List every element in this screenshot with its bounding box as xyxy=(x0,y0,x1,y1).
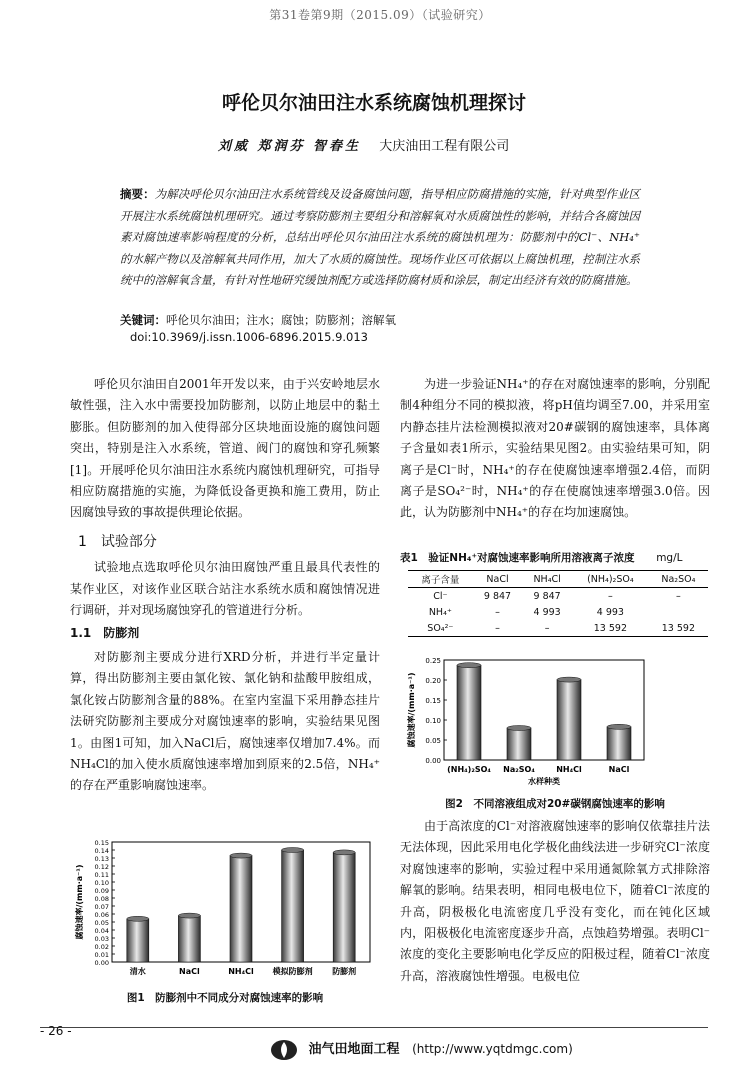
right-paragraph-2: 由于高浓度的Cl⁻对溶液腐蚀速率的影响仅依靠挂片法无法体现，因此采用电化学极化曲线法进一步研究Cl⁻浓度对腐蚀速率的影响，实验过程中采用通氮除氧方式排除溶解氧的影响。结果表明，相同电极电位下，随着Cl⁻浓度的升高，阴极极化电流密度几乎没有变化，而在钝化区域内，阳极极化电流密度逐步升高，点蚀趋势增强。表明Cl⁻浓度的变化主要影响电化学反应的阳极过程，随着Cl⁻浓度升高，溶液腐蚀性增强。电极电位 xyxy=(400,819,710,983)
left-column-top xyxy=(70,374,380,797)
x-tick-label: Na₂SO₄ xyxy=(503,765,535,774)
section-1-1-heading: 1.1 防膨剂 xyxy=(70,626,140,641)
figure-1-caption: 图1 防膨剂中不同成分对腐蚀速率的影响 xyxy=(126,992,324,1004)
bar xyxy=(178,916,200,962)
table-cell: 13 592 xyxy=(593,622,627,634)
y-tick-label: 0.06 xyxy=(94,911,109,919)
x-tick-label: 防膨剂 xyxy=(332,967,357,976)
keywords-label: 关键词： xyxy=(120,313,166,327)
bar-cap xyxy=(230,853,252,858)
journal-logo-icon xyxy=(270,1039,298,1061)
x-tick-label: 模拟防膨剂 xyxy=(272,967,313,976)
table-row xyxy=(408,604,708,620)
table-cell: 4 993 xyxy=(533,606,561,618)
ion-concentration-table xyxy=(408,570,708,637)
keywords xyxy=(120,310,640,330)
bar xyxy=(607,727,631,760)
table-header-cell: (NH₄)₂SO₄ xyxy=(587,573,634,585)
y-tick-label: 0.04 xyxy=(94,927,109,935)
table-cell: 4 993 xyxy=(596,606,624,618)
bar xyxy=(507,728,531,760)
bar xyxy=(557,680,581,760)
table-cell: – xyxy=(544,622,550,634)
y-tick-label: 0.15 xyxy=(94,839,109,847)
bar-cap xyxy=(333,850,355,855)
y-tick-label: 0.07 xyxy=(94,903,109,911)
author-affiliation: 大庆油田工程有限公司 xyxy=(379,139,510,154)
y-axis-label: 腐蚀速率/(mm·a⁻¹) xyxy=(407,672,416,748)
y-tick-label: 0.13 xyxy=(94,855,109,863)
bar-cap xyxy=(507,726,531,731)
bar xyxy=(282,850,304,962)
y-tick-label: 0.03 xyxy=(94,935,109,943)
table-row xyxy=(408,620,708,637)
table-cell: Cl⁻ xyxy=(433,590,448,602)
y-tick-label: 0.25 xyxy=(425,657,441,665)
table-cell: – xyxy=(608,590,613,602)
author-names: 刘威 郑润芬 智春生 xyxy=(218,139,362,154)
footer-rule xyxy=(40,1027,708,1028)
y-tick-label: 0.01 xyxy=(94,951,109,959)
y-tick-label: 0.12 xyxy=(94,863,109,871)
bar-cap xyxy=(607,724,631,729)
table-row xyxy=(408,588,708,605)
abstract-label: 摘要： xyxy=(120,187,155,201)
table-cell: 9 847 xyxy=(483,590,512,602)
table-header-cell: Na₂SO₄ xyxy=(661,573,696,585)
table-header-cell: NaCl xyxy=(486,573,509,585)
bar-cap xyxy=(282,848,304,853)
y-tick-label: 0.02 xyxy=(94,943,109,951)
y-tick-label: 0.00 xyxy=(94,959,109,967)
right-paragraph-1: 为进一步验证NH₄⁺的存在对腐蚀速率的影响，分别配制4种组分不同的模拟液，将pH值均调至7.00，并采用室内静态挂片法检测模拟液对20#碳钢的腐蚀速率，具体离子含量如表1所示，实验结果见图2。由实验结果可知，阴离子是Cl⁻时，NH₄⁺的存在使腐蚀速率增强2.4倍，而阴离子是SO₄²⁻时，NH₄⁺的存在使腐蚀速率增强3.0倍。因此，认为防膨剂中NH₄⁺的存在均加速腐蚀。 xyxy=(400,377,710,520)
doi: doi:10.3969/j.issn.1006-6896.2015.9.013 xyxy=(130,330,368,344)
abstract-text: 为解决呼伦贝尔油田注水系统管线及设备腐蚀问题，指导相应防腐措施的实施，针对典型作业区开展注水系统腐蚀机理研究。通过考察防膨剂主要组分和溶解氧对水质腐蚀性的影响，并结合各腐蚀因素对腐蚀速率影响程度的分析，总结出呼伦贝尔油田注水系统的腐蚀机理为：防膨剂中的Cl⁻、NH₄⁺的水解产物以及溶解氧共同作用，加大了水质的腐蚀性。现场作业区可依据以上腐蚀机理，控制注水系统中的溶解氧含量，有针对性地研究缓蚀剂配方或选择防腐材质和涂层，制定出经济有效的防腐措施。 xyxy=(120,187,640,287)
x-tick-label: 清水 xyxy=(129,967,146,976)
right-column-top xyxy=(400,374,710,524)
y-tick-label: 0.05 xyxy=(94,919,109,927)
table-header-cell: 离子含量 xyxy=(421,575,460,586)
table-header-cell: NH₄Cl xyxy=(533,573,561,585)
x-tick-label: NH₄Cl xyxy=(556,765,582,774)
keywords-text: 呼伦贝尔油田；注水；腐蚀；防膨剂；溶解氧 xyxy=(166,313,396,327)
section-1-paragraph: 试验地点选取呼伦贝尔油田腐蚀严重且最具代表性的某作业区，对该作业区联合站注水系统水质和腐蚀情况进行调研，并对现场腐蚀穿孔的管道进行分析。 xyxy=(70,560,380,618)
journal-footer xyxy=(270,1038,573,1061)
bar-cap xyxy=(178,913,200,918)
running-head: 第31卷第9期（2015.09）（试验研究） xyxy=(269,8,491,22)
table-cell: – xyxy=(495,622,500,634)
table-1-caption xyxy=(400,550,710,565)
table-cell: – xyxy=(495,606,500,618)
x-tick-label: NaCl xyxy=(608,765,630,774)
figure-2-chart xyxy=(400,646,710,796)
table-cell: 13 592 xyxy=(661,622,696,634)
page-number: - 26 - xyxy=(40,1024,72,1038)
table-cell: SO₄²⁻ xyxy=(427,622,454,634)
section-1-heading: 1 试验部分 xyxy=(78,533,157,550)
x-tick-label: NaCl xyxy=(179,967,200,976)
y-axis-label: 腐蚀速率/(mm·a⁻¹) xyxy=(75,864,84,940)
y-tick-label: 0.10 xyxy=(425,717,441,725)
y-tick-label: 0.15 xyxy=(425,697,441,705)
figure-1-chart xyxy=(70,834,380,984)
table-cell: 9 847 xyxy=(533,590,561,602)
author-line xyxy=(218,135,638,154)
bar xyxy=(333,852,355,962)
y-tick-label: 0.09 xyxy=(94,887,109,895)
abstract xyxy=(120,184,640,292)
journal-name: 油气田地面工程 xyxy=(308,1042,400,1057)
table-1-unit: mg/L xyxy=(656,552,683,564)
table-header-row xyxy=(408,571,708,588)
paper-title: 呼伦贝尔油田注水系统腐蚀机理探讨 xyxy=(221,92,526,114)
y-tick-label: 0.05 xyxy=(425,737,441,745)
table-cell: NH₄⁺ xyxy=(428,606,452,618)
y-tick-label: 0.00 xyxy=(425,757,441,765)
x-tick-label: NH₄Cl xyxy=(228,967,254,976)
bar-cap xyxy=(557,677,581,682)
bar xyxy=(127,919,149,962)
table-cell xyxy=(649,604,708,620)
table-1-title: 表1 验证NH₄⁺对腐蚀速率影响所用溶液离子浓度 xyxy=(400,552,635,564)
intro-paragraph: 呼伦贝尔油田自2001年开发以来，由于兴安岭地层水敏性强，注入水中需要投加防膨剂，以防止地层中的黏土膨胀。但防膨剂的加入使得部分区块地面设施的腐蚀问题突出，特别是注入水系统，管道、阀门的腐蚀和穿孔频繁[1]。开展呼伦贝尔油田注水系统内腐蚀机理研究，可指导相应防腐措施的实施，为降低设备更换和施工费用，防止因腐蚀导致的事故提供理论依据。 xyxy=(70,377,380,520)
bar xyxy=(230,856,252,962)
y-tick-label: 0.08 xyxy=(94,895,109,903)
journal-url: (http://www.yqtdmgc.com) xyxy=(412,1042,573,1056)
bar-cap xyxy=(127,916,149,921)
section-1-1-paragraph: 对防膨剂主要成分进行XRD分析，并进行半定量计算，得出防膨剂主要由氯化铵、氯化钠和盐酸甲胺组成，氯化铵占防膨剂含量的88%。在室内室温下采用静态挂片法研究防膨剂主要成分对腐蚀速率的影响，实验结果见图1。由图1可知，加入NaCl后，腐蚀速率仅增加7.4%。而NH₄Cl的加入使水质腐蚀速率增加到原来的2.5倍，NH₄⁺的存在严重影响腐蚀速率。 xyxy=(70,649,380,793)
x-tick-label: (NH₄)₂SO₄ xyxy=(447,765,491,774)
y-tick-label: 0.10 xyxy=(94,879,109,887)
figure-2-caption: 图2 不同溶液组成对20#碳钢腐蚀速率的影响 xyxy=(445,798,665,810)
bar-cap xyxy=(457,663,481,668)
x-axis-label: 水样种类 xyxy=(528,777,560,786)
table-cell: – xyxy=(676,590,681,602)
bar xyxy=(457,665,481,760)
y-tick-label: 0.11 xyxy=(94,871,109,879)
y-tick-label: 0.14 xyxy=(94,847,109,855)
right-column-bottom xyxy=(400,816,710,987)
y-tick-label: 0.20 xyxy=(425,677,441,685)
